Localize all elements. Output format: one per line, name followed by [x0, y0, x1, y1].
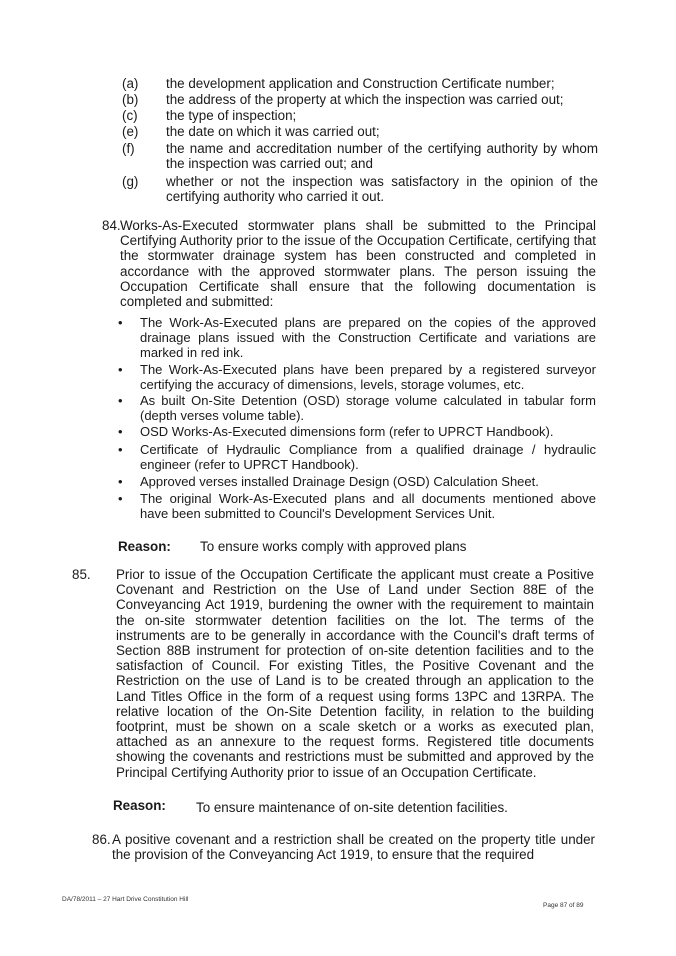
condition-84-reason-label: Reason: — [118, 539, 171, 554]
bullet-icon: • — [118, 474, 123, 490]
bullet-item — [118, 442, 596, 472]
bullet-icon: • — [118, 393, 123, 409]
bullet-item — [118, 491, 596, 521]
bullet-icon: • — [118, 315, 123, 330]
condition-85-number: 85. — [72, 567, 91, 582]
list-text-b: the address of the property at which the inspection was carried out; — [166, 92, 564, 107]
footer-page-number: Page 87 of 89 — [543, 902, 584, 909]
condition-85-reason-text: To ensure maintenance of on-site detention facilities. — [196, 800, 508, 815]
bullet-text: The Work-As-Executed plans have been prepared by a registered surveyor certifying the accuracy of dimensions, levels, storage volumes, etc. — [140, 361, 596, 392]
bullet-item — [118, 393, 596, 423]
list-text-c: the type of inspection; — [166, 108, 297, 123]
bullet-text: OSD Works-As-Executed dimensions form (refer to UPRCT Handbook). — [140, 424, 554, 440]
bullet-item — [118, 474, 596, 489]
list-label-a: (a) — [122, 76, 139, 91]
list-label-c: (c) — [122, 108, 138, 123]
condition-84-bullet-list — [118, 315, 596, 522]
condition-85-text: Prior to issue of the Occupation Certificate the applicant must create a Positive Covenant and Restriction on the Use of Land under Section 88E of the Conveyancing Act 1919, burdening the owner with the requirement to maintain the on-site stormwater detention facilities on the lot. The terms of the instruments are to be generally in accordance with the Council's draft terms of Section 88B instrument for protection of on-site detention facilities and to the satisfaction of Council. For existing Titles, the Positive Covenant and the Restriction on the use of Land is to be created through an application to the Land Titles Office in the form of a request using forms 13PC and 13RPA. The relative location of the On-Site Detention facility, in relation to the building footprint, must be shown on a scale sketch or a works as executed plan, attached as an annexure to the request forms. Registered title documents showing the covenants and restrictions must be submitted and approved by the Principal Certifying Authority prior to issue of an Occupation Certificate. — [116, 567, 594, 780]
list-text-f: the name and accreditation number of the certifying authority by whom the inspection was carried out; and — [166, 141, 598, 172]
bullet-item — [118, 424, 596, 439]
condition-86-text: A positive covenant and a restriction shall be created on the property title under the provision of the Conveyancing Act 1919, to ensure that the required — [112, 832, 595, 863]
bullet-text: The Work-As-Executed plans are prepared on the copies of the approved drainage plans issued with the Construction Certificate and variations are marked in red ink. — [140, 315, 596, 361]
bullet-text: The original Work-As-Executed plans and all documents mentioned above have been submitted to Council's Development Services Unit. — [140, 491, 596, 522]
list-text-a: the development application and Construction Certificate number; — [166, 76, 555, 91]
list-label-e: (e) — [122, 124, 139, 139]
bullet-text: As built On-Site Detention (OSD) storage volume calculated in tabular form (depth verses volume table). — [140, 393, 596, 424]
bullet-icon: • — [118, 361, 123, 377]
list-label-g: (g) — [122, 174, 139, 189]
condition-85-reason-label: Reason: — [113, 798, 166, 813]
condition-84-reason-text: To ensure works comply with approved plans — [200, 539, 467, 554]
bullet-text: Certificate of Hydraulic Compliance from a qualified drainage / hydraulic engineer (refer to UPRCT Handbook). — [140, 441, 596, 472]
bullet-item — [118, 315, 596, 361]
bullet-text: Approved verses installed Drainage Design (OSD) Calculation Sheet. — [140, 474, 539, 490]
bullet-icon: • — [118, 424, 123, 440]
bullet-icon: • — [118, 491, 123, 507]
list-text-e: the date on which it was carried out; — [166, 124, 380, 139]
condition-84-text: Works-As-Executed stormwater plans shall be submitted to the Principal Certifying Authority prior to the issue of the Occupation Certificate, certifying that the stormwater drainage system has been constructed and completed in accordance with the approved stormwater plans. The person issuing the Occupation Certificate shall ensure that the following documentation is completed and submitted: — [120, 218, 596, 310]
list-label-b: (b) — [122, 92, 139, 107]
condition-84-number: 84. — [102, 218, 121, 233]
condition-86-number: 86. — [92, 832, 111, 847]
list-text-g: whether or not the inspection was satisfactory in the opinion of the certifying authority who carried it out. — [166, 174, 598, 205]
footer-reference: DA/78/2011 – 27 Hart Drive Constitution Hill — [62, 896, 189, 903]
bullet-item — [118, 362, 596, 392]
bullet-icon: • — [118, 441, 123, 457]
list-label-f: (f) — [122, 141, 135, 156]
